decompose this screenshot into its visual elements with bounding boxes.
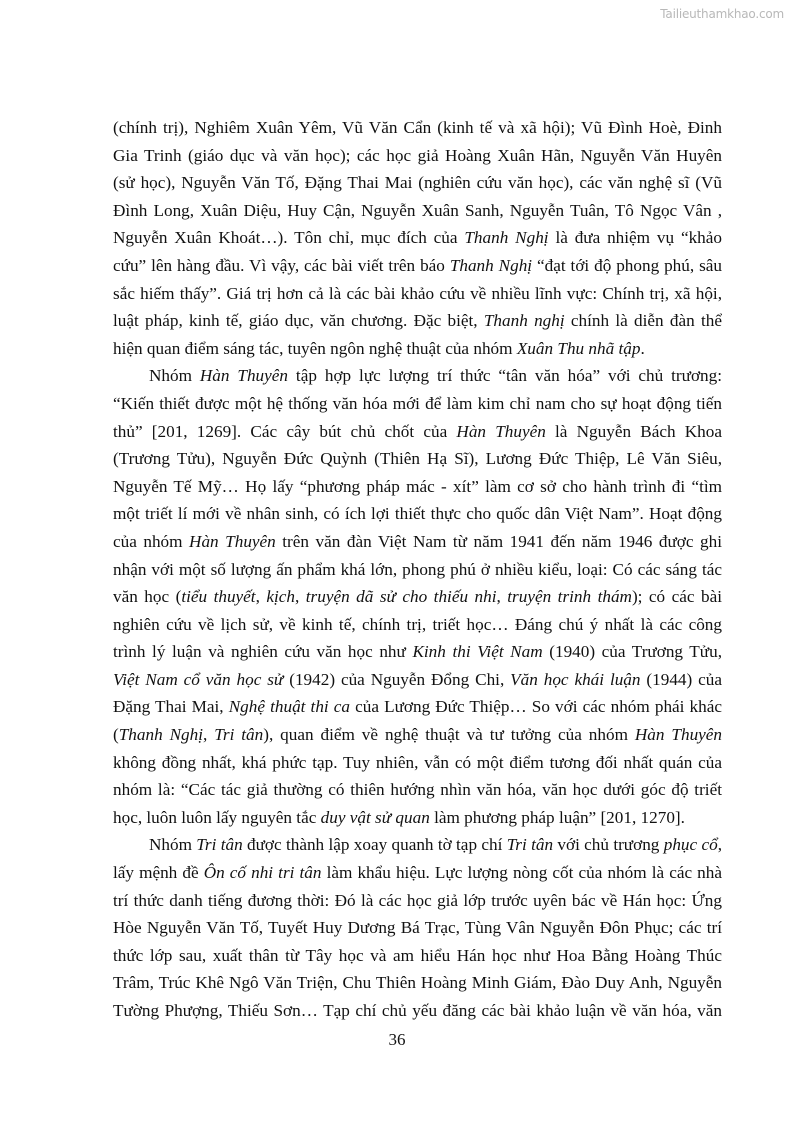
text-segment: (1944) của [640,669,722,689]
text-line [113,776,722,804]
text-line [113,997,722,1025]
text-segment: (1940) của Trương Tửu, [542,642,722,662]
text-segment: Trâm, Trúc Khê Ngô Văn Triện, Chu Thiên Hoàng Minh Giám, Đào Duy Anh, Nguyễn [113,973,722,993]
text-segment: là Nguyễn Bách Khoa [545,421,722,441]
text-segment: ); có các bài [631,587,722,607]
text-segment: là đưa nhiệm vụ “khảo [548,228,722,248]
text-segment: sắc hiếm thấy”. Giá trị hơn cả là các bài khảo cứu về nhiều lĩnh vực: Chính trị, xã hội, [113,283,722,303]
text-line [113,362,722,390]
text-line [113,500,722,528]
text-segment: học, luôn luôn lấy nguyên tắc [113,807,321,827]
text-segment: (1942) của Nguyễn Đổng Chi, [283,669,511,689]
paragraph [113,362,722,831]
italic-title: Tri tân [214,725,264,745]
italic-title: Kinh thi Việt Nam [412,642,543,662]
text-line [113,859,722,887]
italic-title: Hàn Thuyên [634,725,723,745]
paragraph [113,831,722,1024]
text-line [113,638,722,666]
text-segment: “đạt tới độ phong phú, sâu [532,255,722,275]
text-line [113,197,722,225]
text-segment: . [640,338,645,358]
italic-title: Xuân Thu nhã tập [516,338,641,358]
text-segment: (chính trị), Nghiêm Xuân Yêm, Vũ Văn Cẩn (kinh tế và xã hội); Vũ Đình Hoè, Đinh [113,118,722,137]
text-segment: văn học ( [113,587,182,607]
text-segment: với chủ trương [553,835,664,855]
text-segment: thủ” [201, 1269]. Các cây bút chủ chốt của [113,421,457,441]
text-segment: (Trương Tửu), Nguyễn Đức Quỳnh (Thiên Hạ Sĩ), Lương Đức Thiệp, Lê Văn Siêu, [113,449,722,469]
text-line [113,252,722,280]
text-line [113,280,722,308]
text-line [113,114,722,142]
page-body [113,114,722,1025]
italic-title: kịch [266,587,295,607]
text-segment: Nguyễn Xuân Khoát…). Tôn chỉ, mục đích của [113,228,465,248]
italic-title: Ôn cố nhi tri tân [203,863,322,883]
text-line [113,611,722,639]
text-line [113,418,722,446]
text-segment: Đình Long, Xuân Diệu, Huy Cận, Nguyễn Xuân Sanh, Nguyễn Tuân, Tô Ngọc Vân , [113,200,722,220]
italic-title: phục cổ [663,835,718,855]
text-line [113,556,722,584]
text-segment: làm phương pháp luận” [201, 1270]. [429,807,685,827]
text-segment: cứu” lên hàng đầu. Vì vậy, các bài viết trên báo [113,255,450,275]
text-line [113,335,722,363]
text-segment: lấy mệnh đề [113,863,204,883]
page-number: 36 [388,1030,406,1049]
italic-title: Văn học khái luận [510,669,641,689]
text-line [113,307,722,335]
text-segment: Nhóm [149,366,200,386]
text-line [113,666,722,694]
text-segment: trên văn đàn Việt Nam từ năm 1941 đến năm 1946 được ghi [275,531,722,551]
text-line [113,942,722,970]
text-segment: , [295,587,306,607]
italic-title: Hàn Thuyên [199,366,289,386]
text-segment: thức lớp sau, xuất thân từ Tây học và am hiểu Hán học như Hoa Bằng Hoàng Thúc [113,945,722,965]
text-line [113,473,722,501]
text-line [113,969,722,997]
text-line [113,887,722,915]
italic-title: Thanh nghị [483,311,565,331]
text-segment: được thành lập xoay quanh tờ tạp chí [242,835,507,855]
text-segment: tập hợp lực lượng trí thức “tân văn hóa” với chủ trương: [288,366,722,386]
text-line [113,142,722,170]
italic-title: truyện trinh thám [507,587,632,607]
italic-title: Thanh Nghị [449,255,533,275]
text-segment: Tường Phượng, Thiếu Sơn… Tạp chí chủ yếu đăng các bài khảo luận về văn hóa, văn [113,1001,722,1020]
italic-title: Việt Nam cổ văn học sử [113,669,284,689]
text-segment: một triết lí mới về nhân sinh, có ích lợi thiết thực cho quốc dân Việt Nam”. Hoạt động [113,504,722,524]
italic-title: Hàn Thuyên [189,531,276,551]
text-segment: Nguyễn Tế Mỹ… Họ lấy “phương pháp mác - xít” làm cơ sở cho hành trình đi “tìm [113,476,722,496]
text-segment: , [203,725,215,745]
italic-title: Thanh Nghị [118,725,204,745]
text-segment: (sử học), Nguyễn Văn Tố, Đặng Thai Mai (nghiên cứu văn học), các văn nghệ sĩ (Vũ [113,173,722,193]
text-segment: luật pháp, kinh tế, giáo dục, văn chương. Đặc biệt, [113,311,484,331]
text-line [113,804,722,832]
text-segment: trình lý luận và nghiên cứu văn học như [113,642,413,662]
text-segment: của nhóm [113,531,190,551]
italic-title: Tri tân [506,835,554,855]
text-segment: không đồng nhất, khá phức tạp. Tuy nhiên, vẫn có một điểm tương đối nhất quán của [113,752,722,772]
text-segment: hiện quan điểm sáng tác, tuyên ngôn nghệ thuật của nhóm [113,338,517,358]
text-segment: Gia Trinh (giáo dục và văn học); các học giả Hoàng Xuân Hãn, Nguyễn Văn Huyên [113,145,722,165]
italic-title: Nghệ thuật thi ca [228,697,351,717]
text-segment: chính là diễn đàn thể [564,311,722,331]
text-segment: làm khẩu hiệu. Lực lượng nòng cốt của nhóm là các nhà [321,863,722,883]
text-segment: “Kiến thiết được một hệ thống văn hóa mới để làm kim chỉ nam cho sự hoạt động tiến [113,393,722,413]
text-line [113,721,722,749]
text-segment: , [255,587,267,607]
watermark: Tailieuthamkhao.com [660,7,784,21]
italic-title: duy vật sử quan [320,807,430,827]
text-segment: , [717,835,722,855]
text-segment: trí thức danh tiếng đương thời: Đó là các học giả lớp trước uyên bác về Hán học: Ứng [113,890,722,910]
paragraph [113,114,722,362]
text-segment: Nhóm [149,835,197,855]
text-line [113,914,722,942]
text-line [113,749,722,777]
text-line [113,224,722,252]
italic-title: Hàn Thuyên [456,421,546,441]
text-line [113,528,722,556]
italic-title: Tri tân [196,835,243,855]
text-segment: ), quan điểm về nghệ thuật và tư tưởng của nhóm [263,725,635,745]
text-segment: , [496,587,508,607]
text-line [113,583,722,611]
text-segment: ( [113,725,119,745]
text-segment: của Lương Đức Thiệp… So với các nhóm phái khác [350,697,722,717]
text-segment: nhận với một số lượng ấn phẩm khá lớn, phong phú ở nhiều kiểu, loại: Có các sáng tác [113,559,722,579]
italic-title: Thanh Nghị [464,228,549,248]
text-line [113,693,722,721]
text-segment: nhóm là: “Các tác giả thường có thiên hướng nhìn văn hóa, văn học dưới góc độ triết [113,780,722,800]
text-segment: Hòe Nguyễn Văn Tố, Tuyết Huy Dương Bá Trạc, Tùng Vân Nguyễn Đôn Phục; các trí [113,918,722,938]
text-line [113,445,722,473]
text-segment: nghiên cứu về lịch sử, về kinh tế, chính trị, triết học… Đáng chú ý nhất là các công [113,614,722,634]
italic-title: truyện dã sử cho thiếu nhi [305,587,497,607]
text-line [113,390,722,418]
italic-title: tiểu thuyết [181,587,256,607]
text-line [113,169,722,197]
text-line [113,831,722,859]
text-segment: Đặng Thai Mai, [113,697,229,717]
